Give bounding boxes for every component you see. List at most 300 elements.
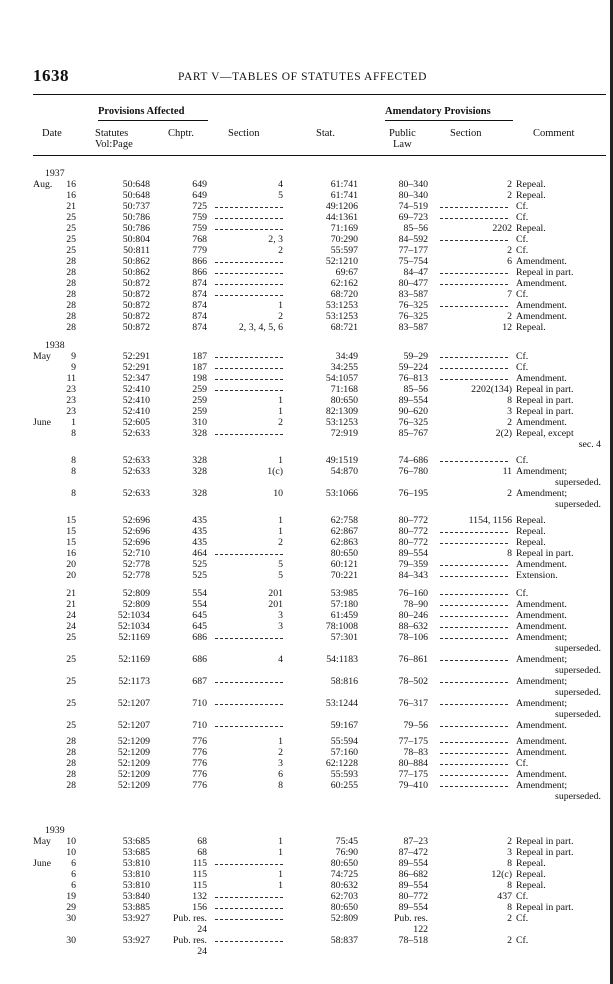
amend-stat: 58:816 xyxy=(330,676,358,687)
comment: Repeal. xyxy=(516,880,546,891)
date-day: 9 xyxy=(71,362,76,373)
amend-section-dashes xyxy=(440,598,508,609)
comment: Amendment. xyxy=(516,599,567,610)
comment: Amendment. xyxy=(516,736,567,747)
col-law: Law xyxy=(393,139,412,150)
public-law: 85–56 xyxy=(403,223,428,234)
date-day: 16 xyxy=(66,190,76,201)
comment: Amendment; xyxy=(516,466,568,477)
amend-section: 12 xyxy=(502,322,512,333)
amend-stat: 57:301 xyxy=(330,632,358,643)
amend-stat: 53:1244 xyxy=(325,698,358,709)
comment: Repeal in part. xyxy=(516,548,574,559)
comment: Cf. xyxy=(516,913,529,924)
date-day: 21 xyxy=(66,599,76,610)
date-month: May xyxy=(33,836,51,847)
public-law: 86–682 xyxy=(398,869,428,880)
amend-section: 8 xyxy=(507,858,512,869)
section-affected: 3 xyxy=(278,610,283,621)
amend-section-dashes xyxy=(440,536,508,547)
comment: Cf. xyxy=(516,201,529,212)
amend-section: 2 xyxy=(507,179,512,190)
amend-section: 8 xyxy=(507,902,512,913)
group-provisions-affected: Provisions Affected xyxy=(98,106,185,117)
amend-stat: 54:870 xyxy=(330,466,358,477)
statutes-vol-page: 52:1209 xyxy=(117,736,150,747)
statutes-vol-page: 52:605 xyxy=(122,417,150,428)
amend-stat: 53:1253 xyxy=(325,311,358,322)
statutes-vol-page: 52:1034 xyxy=(117,621,150,632)
comment: Cf. xyxy=(516,362,529,373)
amend-section-dashes xyxy=(440,697,508,708)
section-dashes xyxy=(215,350,283,361)
amend-section: 2 xyxy=(507,935,512,946)
amend-stat: 62:867 xyxy=(330,526,358,537)
amend-stat: 72:919 xyxy=(330,428,358,439)
public-law: 76–325 xyxy=(398,417,428,428)
section-affected: 5 xyxy=(278,570,283,581)
amend-section-dashes xyxy=(440,620,508,631)
chapter: 310 xyxy=(192,417,207,428)
amend-section: 2 xyxy=(507,488,512,499)
amend-section: 3 xyxy=(507,406,512,417)
statutes-vol-page: 52:291 xyxy=(122,351,150,362)
amend-section-dashes xyxy=(440,361,508,372)
chapter: 435 xyxy=(192,537,207,548)
section-affected: 3 xyxy=(278,758,283,769)
amend-stat: 62:758 xyxy=(330,515,358,526)
chapter: 645 xyxy=(192,621,207,632)
comment: Amendment. xyxy=(516,559,567,570)
section-affected: 5 xyxy=(278,190,283,201)
date-day: 24 xyxy=(66,621,76,632)
comment: Repeal. xyxy=(516,858,546,869)
comment: Repeal in part. xyxy=(516,384,574,395)
amend-section-dashes xyxy=(440,587,508,598)
date-day: 28 xyxy=(66,769,76,780)
statutes-vol-page: 52:291 xyxy=(122,362,150,373)
section-affected: 1 xyxy=(278,869,283,880)
chapter: 328 xyxy=(192,488,207,499)
comment: Repeal in part. xyxy=(516,847,574,858)
chapter: 464 xyxy=(192,548,207,559)
comment: Amendment; xyxy=(516,676,568,687)
public-law: 74–519 xyxy=(398,201,428,212)
date-day: 25 xyxy=(66,720,76,731)
chapter: 725 xyxy=(192,201,207,212)
amend-section-dashes xyxy=(440,266,508,277)
section-affected: 4 xyxy=(278,179,283,190)
statutes-vol-page: 52:1169 xyxy=(118,632,150,643)
public-law: 87–23 xyxy=(403,836,428,847)
amend-stat: 62:1228 xyxy=(325,758,358,769)
comment: Repeal in part. xyxy=(516,406,574,417)
public-law: 78–90 xyxy=(403,599,428,610)
comment: Repeal in part. xyxy=(516,836,574,847)
amend-section: 7 xyxy=(507,289,512,300)
public-law: 76–160 xyxy=(398,588,428,599)
statutes-vol-page: 50:786 xyxy=(122,212,150,223)
statutes-vol-page: 52:778 xyxy=(122,570,150,581)
amend-stat: 68:720 xyxy=(330,289,358,300)
comment: Repeal in part. xyxy=(516,395,574,406)
section-affected: 1(c) xyxy=(267,466,283,477)
chapter: 776 xyxy=(192,758,207,769)
amend-stat: 57:160 xyxy=(330,747,358,758)
top-rule xyxy=(33,94,606,95)
section-affected: 1 xyxy=(278,300,283,311)
public-law: 80–772 xyxy=(398,526,428,537)
amend-section: 3 xyxy=(507,847,512,858)
chapter: 874 xyxy=(192,278,207,289)
chapter: 328 xyxy=(192,428,207,439)
chapter-cont: 24 xyxy=(197,946,207,957)
section-dashes xyxy=(215,427,283,438)
amend-section: 437 xyxy=(497,891,512,902)
date-day: 25 xyxy=(66,676,76,687)
amend-section-dashes xyxy=(440,757,508,768)
section-dashes xyxy=(215,697,283,708)
comment: Amendment. xyxy=(516,610,567,621)
chapter: 115 xyxy=(192,880,207,891)
col-section-amend: Section xyxy=(450,128,482,139)
date-day: 29 xyxy=(66,902,76,913)
comment: Amendment. xyxy=(516,373,567,384)
comment: Cf. xyxy=(516,455,529,466)
statutes-vol-page: 52:633 xyxy=(122,455,150,466)
amend-section: 8 xyxy=(507,880,512,891)
statutes-vol-page: 52:1034 xyxy=(117,610,150,621)
date-day: 28 xyxy=(66,758,76,769)
amend-section: 6 xyxy=(507,256,512,267)
amend-stat: 54:1057 xyxy=(325,373,358,384)
comment-cont: superseded. xyxy=(555,499,601,510)
chapter: 525 xyxy=(192,559,207,570)
section-affected: 1 xyxy=(278,515,283,526)
chapter: 779 xyxy=(192,245,207,256)
date-day: 24 xyxy=(66,610,76,621)
comment-cont: superseded. xyxy=(555,643,601,654)
section-dashes xyxy=(215,200,283,211)
statutes-vol-page: 52:696 xyxy=(122,515,150,526)
col-statutes: Statutes xyxy=(95,128,129,139)
section-dashes xyxy=(215,266,283,277)
amend-stat: 70:290 xyxy=(330,234,358,245)
amend-stat: 60:121 xyxy=(330,559,358,570)
public-law: 88–632 xyxy=(398,621,428,632)
header-rule xyxy=(33,155,606,156)
comment: Amendment; xyxy=(516,654,568,665)
amend-stat: 78:1008 xyxy=(325,621,358,632)
chapter: 435 xyxy=(192,526,207,537)
public-law: 76–861 xyxy=(398,654,428,665)
comment: Repeal. xyxy=(516,179,546,190)
public-law: 84–343 xyxy=(398,570,428,581)
chapter: 866 xyxy=(192,267,207,278)
comment-cont: superseded. xyxy=(555,665,601,676)
statutes-vol-page: 53:810 xyxy=(122,858,150,869)
public-law: 87–472 xyxy=(398,847,428,858)
chapter: 874 xyxy=(192,322,207,333)
date-day: 8 xyxy=(71,488,76,499)
section-affected: 5 xyxy=(278,559,283,570)
amend-stat: 55:597 xyxy=(330,245,358,256)
date-day: 8 xyxy=(71,455,76,466)
statutes-vol-page: 52:1207 xyxy=(117,720,150,731)
comment-cont: superseded. xyxy=(555,791,601,802)
chapter: 874 xyxy=(192,300,207,311)
amend-section: 2 xyxy=(507,417,512,428)
date-day: 15 xyxy=(66,537,76,548)
date-month: Aug. xyxy=(33,179,53,190)
section-affected: 201 xyxy=(268,588,283,599)
chapter-cont: 24 xyxy=(197,924,207,935)
date-day: 20 xyxy=(66,570,76,581)
statutes-vol-page: 50:786 xyxy=(122,223,150,234)
date-day: 28 xyxy=(66,322,76,333)
date-day: 10 xyxy=(66,847,76,858)
comment: Cf. xyxy=(516,245,529,256)
section-dashes xyxy=(215,255,283,266)
public-law: 80–477 xyxy=(398,278,428,289)
chapter: 776 xyxy=(192,769,207,780)
amend-stat: 49:1206 xyxy=(325,201,358,212)
public-law: 69–723 xyxy=(398,212,428,223)
public-law: 75–754 xyxy=(398,256,428,267)
public-law: 85–767 xyxy=(398,428,428,439)
public-law: 77–175 xyxy=(398,736,428,747)
year-label: 1938 xyxy=(45,340,65,351)
chapter: 710 xyxy=(192,698,207,709)
amend-section-dashes xyxy=(440,350,508,361)
statutes-vol-page: 52:696 xyxy=(122,526,150,537)
date-day: 16 xyxy=(66,179,76,190)
statutes-vol-page: 52:633 xyxy=(122,488,150,499)
section-dashes xyxy=(215,547,283,558)
comment: Cf. xyxy=(516,351,529,362)
comment: Cf. xyxy=(516,758,529,769)
statutes-vol-page: 53:810 xyxy=(122,880,150,891)
comment: Repeal. xyxy=(516,322,546,333)
chapter: Pub. res. xyxy=(172,913,207,924)
amend-section-dashes xyxy=(440,233,508,244)
date-day: 19 xyxy=(66,891,76,902)
amend-stat: 62:863 xyxy=(330,537,358,548)
statutes-vol-page: 52:347 xyxy=(122,373,150,384)
statutes-vol-page: 52:1173 xyxy=(118,676,150,687)
section-affected: 201 xyxy=(268,599,283,610)
amend-section-dashes xyxy=(440,735,508,746)
year-label: 1939 xyxy=(45,825,65,836)
statutes-vol-page: 52:710 xyxy=(122,548,150,559)
section-dashes xyxy=(215,631,283,642)
comment: Amendment. xyxy=(516,278,567,289)
date-day: 28 xyxy=(66,267,76,278)
comment: Amendment. xyxy=(516,311,567,322)
public-law: 76–780 xyxy=(398,466,428,477)
col-section: Section xyxy=(228,128,260,139)
section-affected: 2 xyxy=(278,537,283,548)
col-public: Public xyxy=(389,128,416,139)
public-law: 85–56 xyxy=(403,384,428,395)
amend-stat: 53:985 xyxy=(330,588,358,599)
amend-stat: 52:809 xyxy=(330,913,358,924)
col-date: Date xyxy=(42,128,62,139)
statutes-vol-page: 52:1209 xyxy=(117,747,150,758)
amend-section: 12(c) xyxy=(491,869,512,880)
chapter: 68 xyxy=(197,836,207,847)
comment: Repeal, except xyxy=(516,428,574,439)
comment: Extension. xyxy=(516,570,558,581)
amend-section-dashes xyxy=(440,525,508,536)
amend-section-dashes xyxy=(440,675,508,686)
amend-stat: 53:1253 xyxy=(325,300,358,311)
date-day: 8 xyxy=(71,466,76,477)
comment: Repeal. xyxy=(516,223,546,234)
amend-section-dashes xyxy=(440,454,508,465)
chapter: 649 xyxy=(192,190,207,201)
section-dashes xyxy=(215,383,283,394)
comment: Repeal. xyxy=(516,526,546,537)
comment: Cf. xyxy=(516,588,529,599)
chapter: 554 xyxy=(192,599,207,610)
public-law: 80–772 xyxy=(398,891,428,902)
public-law: 80–772 xyxy=(398,515,428,526)
section-dashes xyxy=(215,277,283,288)
amend-stat: 61:459 xyxy=(330,610,358,621)
amend-stat: 59:167 xyxy=(330,720,358,731)
section-dashes xyxy=(215,288,283,299)
statutes-vol-page: 50:872 xyxy=(122,300,150,311)
section-affected: 1 xyxy=(278,406,283,417)
statutes-vol-page: 52:778 xyxy=(122,559,150,570)
amend-section-dashes xyxy=(440,372,508,383)
public-law: 78–518 xyxy=(398,935,428,946)
public-law: 78–106 xyxy=(398,632,428,643)
public-law: 59–224 xyxy=(398,362,428,373)
chapter: 115 xyxy=(192,858,207,869)
chapter: 156 xyxy=(192,902,207,913)
chapter: 328 xyxy=(192,466,207,477)
date-day: 10 xyxy=(66,836,76,847)
date-day: 25 xyxy=(66,698,76,709)
amend-stat: 54:1183 xyxy=(326,654,358,665)
amend-section-dashes xyxy=(440,719,508,730)
date-day: 21 xyxy=(66,588,76,599)
public-law: 76–813 xyxy=(398,373,428,384)
public-law: 80–340 xyxy=(398,179,428,190)
statutes-vol-page: 53:685 xyxy=(122,836,150,847)
date-day: 28 xyxy=(66,311,76,322)
section-affected: 1 xyxy=(278,455,283,466)
date-month: May xyxy=(33,351,51,362)
section-affected: 1 xyxy=(278,736,283,747)
statutes-vol-page: 50:737 xyxy=(122,201,150,212)
comment: Cf. xyxy=(516,234,529,245)
amend-stat: 34:255 xyxy=(330,362,358,373)
comment: Amendment. xyxy=(516,747,567,758)
date-day: 28 xyxy=(66,289,76,300)
public-law-cont: 122 xyxy=(413,924,428,935)
public-law: 89–554 xyxy=(398,858,428,869)
chapter: 874 xyxy=(192,311,207,322)
amend-section-dashes xyxy=(440,631,508,642)
chapter: 554 xyxy=(192,588,207,599)
statutes-vol-page: 52:410 xyxy=(122,406,150,417)
statutes-vol-page: 52:1209 xyxy=(117,780,150,791)
amend-section: 2 xyxy=(507,836,512,847)
public-law: 83–587 xyxy=(398,322,428,333)
chapter: 649 xyxy=(192,179,207,190)
statutes-vol-page: 50:872 xyxy=(122,311,150,322)
comment: Amendment; xyxy=(516,488,568,499)
amend-stat: 70:221 xyxy=(330,570,358,581)
section-affected: 2 xyxy=(278,417,283,428)
amend-section: 2202(134) xyxy=(471,384,512,395)
comment-cont: superseded. xyxy=(555,687,601,698)
public-law: 80–246 xyxy=(398,610,428,621)
amend-stat: 49:1519 xyxy=(325,455,358,466)
date-day: 28 xyxy=(66,278,76,289)
chapter: 187 xyxy=(192,351,207,362)
amend-stat: 80:650 xyxy=(330,395,358,406)
col-comment: Comment xyxy=(533,128,575,139)
section-affected: 2, 3, 4, 5, 6 xyxy=(238,322,283,333)
amend-stat: 61:741 xyxy=(330,190,358,201)
comment: Amendment; xyxy=(516,780,568,791)
section-affected: 6 xyxy=(278,769,283,780)
public-law: 77–177 xyxy=(398,245,428,256)
col-vol-page: Vol:Page xyxy=(95,139,133,150)
comment: Cf. xyxy=(516,891,529,902)
statutes-vol-page: 53:810 xyxy=(122,869,150,880)
date-day: 25 xyxy=(66,234,76,245)
amend-stat: 80:650 xyxy=(330,548,358,559)
chapter: 686 xyxy=(192,654,207,665)
public-law: 80–772 xyxy=(398,537,428,548)
statutes-vol-page: 52:410 xyxy=(122,395,150,406)
section-dashes xyxy=(215,222,283,233)
date-day: 6 xyxy=(71,858,76,869)
date-day: 28 xyxy=(66,780,76,791)
comment-cont: sec. 4 xyxy=(578,439,601,450)
chapter: 866 xyxy=(192,256,207,267)
public-law: 78–83 xyxy=(403,747,428,758)
chapter: 776 xyxy=(192,736,207,747)
chapter: 759 xyxy=(192,212,207,223)
section-dashes xyxy=(215,675,283,686)
statutes-vol-page: 50:872 xyxy=(122,278,150,289)
statutes-vol-page: 52:809 xyxy=(122,588,150,599)
section-dashes xyxy=(215,901,283,912)
section-affected: 2, 3 xyxy=(268,234,283,245)
public-law: 84–47 xyxy=(403,267,428,278)
comment: Amendment. xyxy=(516,720,567,731)
comment: Amendment. xyxy=(516,300,567,311)
amend-stat: 71:168 xyxy=(330,384,358,395)
public-law: 79–56 xyxy=(403,720,428,731)
date-day: 28 xyxy=(66,300,76,311)
chapter: 435 xyxy=(192,515,207,526)
amend-stat: 55:593 xyxy=(330,769,358,780)
date-day: 25 xyxy=(66,654,76,665)
date-day: 16 xyxy=(66,548,76,559)
date-day: 23 xyxy=(66,384,76,395)
date-day: 28 xyxy=(66,256,76,267)
date-day: 28 xyxy=(66,736,76,747)
amend-stat: 55:594 xyxy=(330,736,358,747)
amend-section-dashes xyxy=(440,569,508,580)
